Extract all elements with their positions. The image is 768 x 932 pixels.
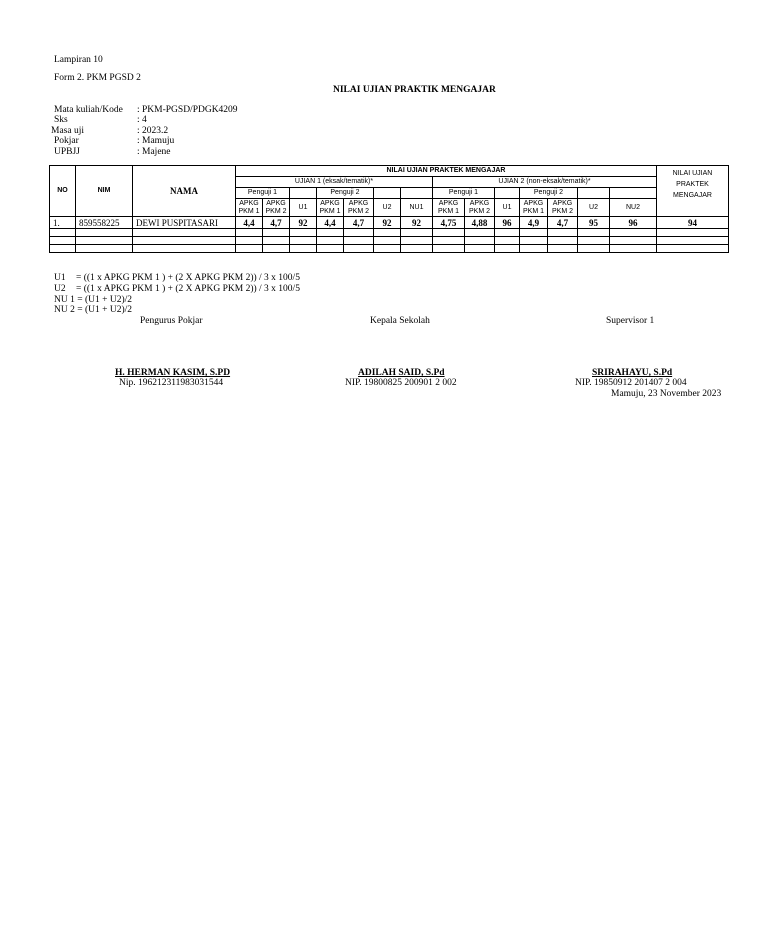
formula-nu2: NU 2 = (U1 + U2)/2 bbox=[54, 305, 132, 315]
info-label-sks: Sks bbox=[54, 115, 68, 125]
form-label: Form 2. PKM PGSD 2 bbox=[54, 73, 141, 83]
table-row bbox=[50, 217, 729, 229]
sub-header-apkg1: APKG PKM 1 bbox=[433, 199, 465, 217]
formula-nu1: NU 1 = (U1 + U2)/2 bbox=[54, 295, 132, 305]
sub-header-apkg2: APKG PKM 2 bbox=[344, 199, 374, 217]
sub-header-apkg1: APKG PKM 1 bbox=[520, 199, 548, 217]
sub-header-u1: U1 bbox=[495, 199, 520, 217]
sub-header-apkg1: APKG PKM 1 bbox=[236, 199, 263, 217]
cell-value: 4,9 bbox=[520, 217, 548, 229]
info-label-upbjj: UPBJJ bbox=[54, 147, 80, 157]
place-date: Mamuju, 23 November 2023 bbox=[611, 389, 722, 399]
kepala-nip: NIP. 19800825 200901 2 002 bbox=[345, 378, 457, 388]
table-row-empty bbox=[50, 245, 729, 253]
sub-header-apkg2: APKG PKM 2 bbox=[548, 199, 578, 217]
col-header-nama: NAMA bbox=[133, 166, 236, 217]
formula-u2-text: = ((1 x APKG PKM 1 ) + (2 X APKG PKM 2)) / 3 x 100/5 bbox=[76, 284, 300, 294]
info-label-pokjar: Pokjar bbox=[54, 136, 79, 146]
cell-nama: DEWI PUSPITASARI bbox=[133, 217, 236, 229]
cell-value: 92 bbox=[401, 217, 433, 229]
cell-value: 4,7 bbox=[263, 217, 290, 229]
cell-value: 92 bbox=[374, 217, 401, 229]
sub-header-u1: U1 bbox=[290, 199, 317, 217]
kepala-name: ADILAH SAID, S.Pd bbox=[358, 368, 445, 378]
ujian2-penguji2-header: Penguji 2 bbox=[520, 188, 578, 199]
cell-value: 4,7 bbox=[344, 217, 374, 229]
cell-value: 4,4 bbox=[317, 217, 344, 229]
ujian1-header: UJIAN 1 (eksak/tematik)* bbox=[236, 177, 433, 188]
spacer-cell bbox=[610, 188, 657, 199]
info-label-matakuliah: Mata kuliah/Kode bbox=[54, 105, 123, 115]
formula-u1-label: U1 bbox=[54, 273, 66, 283]
sub-header-u2: U2 bbox=[374, 199, 401, 217]
col-header-no: NO bbox=[50, 166, 76, 217]
cell-final: 94 bbox=[657, 217, 729, 229]
cell-value: 96 bbox=[610, 217, 657, 229]
info-label-masauji: Masa uji bbox=[51, 126, 84, 136]
kepala-title: Kepala Sekolah bbox=[370, 316, 430, 326]
cell-no: 1. bbox=[50, 217, 76, 229]
cell-value: 95 bbox=[578, 217, 610, 229]
sub-header-apkg2: APKG PKM 2 bbox=[465, 199, 495, 217]
spacer-cell bbox=[578, 188, 610, 199]
col-header-nim: NIM bbox=[76, 166, 133, 217]
info-value-sks: : 4 bbox=[137, 115, 147, 125]
cell-value: 4,75 bbox=[433, 217, 465, 229]
sub-header-u2: U2 bbox=[578, 199, 610, 217]
ujian2-header: UJIAN 2 (non-eksak/tematik)* bbox=[433, 177, 657, 188]
ujian1-penguji1-header: Penguji 1 bbox=[236, 188, 290, 199]
info-value-masauji: : 2023.2 bbox=[137, 126, 169, 136]
sub-header-nu1: NU1 bbox=[401, 199, 433, 217]
spacer-cell bbox=[374, 188, 401, 199]
cell-value: 92 bbox=[290, 217, 317, 229]
info-value-pokjar: : Mamuju bbox=[137, 136, 175, 146]
spacer-cell bbox=[401, 188, 433, 199]
supervisor-nip: NIP. 19850912 201407 2 004 bbox=[575, 378, 687, 388]
pengurus-name: H. HERMAN KASIM, S.PD bbox=[115, 368, 231, 378]
col-header-final: NILAI UJIAN PRAKTEK MENGAJAR bbox=[657, 166, 729, 217]
lampiran-label: Lampiran 10 bbox=[54, 55, 103, 65]
supervisor-title: Supervisor 1 bbox=[606, 316, 655, 326]
sub-header-apkg2: APKG PKM 2 bbox=[263, 199, 290, 217]
cell-value: 4,88 bbox=[465, 217, 495, 229]
formula-u1-text: = ((1 x APKG PKM 1 ) + (2 X APKG PKM 2)) / 3 x 100/5 bbox=[76, 273, 300, 283]
info-value-upbjj: : Majene bbox=[137, 147, 171, 157]
supervisor-name: SRIRAHAYU, S.Pd bbox=[592, 368, 673, 378]
pengurus-title: Pengurus Pokjar bbox=[140, 316, 203, 326]
table-row-empty bbox=[50, 237, 729, 245]
ujian2-penguji1-header: Penguji 1 bbox=[433, 188, 495, 199]
formula-u2-label: U2 bbox=[54, 284, 66, 294]
sub-header-apkg1: APKG PKM 1 bbox=[317, 199, 344, 217]
cell-nim: 859558225 bbox=[76, 217, 133, 229]
cell-value: 4,7 bbox=[548, 217, 578, 229]
info-value-matakuliah: : PKM-PGSD/PDGK4209 bbox=[137, 105, 238, 115]
page-title: NILAI UJIAN PRAKTIK MENGAJAR bbox=[333, 85, 496, 95]
spacer-cell bbox=[495, 188, 520, 199]
table-row-empty bbox=[50, 229, 729, 237]
ujian1-penguji2-header: Penguji 2 bbox=[317, 188, 374, 199]
sub-header-nu2: NU2 bbox=[610, 199, 657, 217]
cell-value: 96 bbox=[495, 217, 520, 229]
pengurus-nip: Nip. 196212311983031544 bbox=[119, 378, 224, 388]
group-header-nilai: NILAI UJIAN PRAKTEK MENGAJAR bbox=[236, 166, 657, 177]
spacer-cell bbox=[290, 188, 317, 199]
grades-table bbox=[49, 165, 729, 253]
cell-value: 4,4 bbox=[236, 217, 263, 229]
